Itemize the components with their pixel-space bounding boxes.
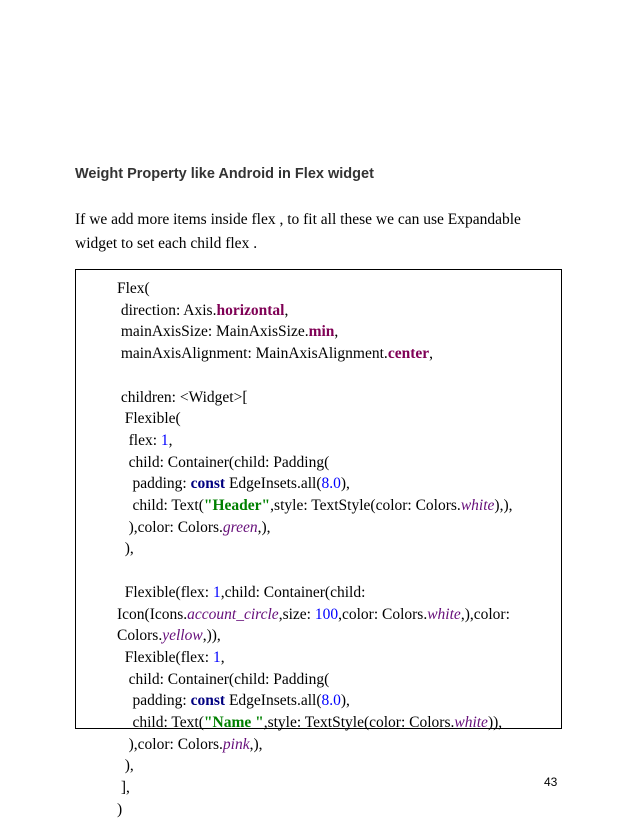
code-line: children: <Widget>[ <box>117 388 248 406</box>
code-line: Icon(Icons.account_circle,size: 100,color: Colors.white,),color: <box>117 605 510 623</box>
code-text <box>117 278 512 821</box>
code-line: Colors.yellow,)), <box>117 627 221 645</box>
code-line: ), <box>117 540 134 558</box>
code-line: child: Container(child: Padding( <box>117 453 330 471</box>
code-line: child: Container(child: Padding( <box>117 670 330 688</box>
page-number: 43 <box>544 775 558 789</box>
code-line: flex: 1, <box>117 431 173 449</box>
code-line: ),color: Colors.pink,), <box>117 735 263 753</box>
code-line: Flexible( <box>117 410 181 428</box>
code-line: direction: Axis.horizontal, <box>117 301 289 319</box>
code-line: padding: const EdgeInsets.all(8.0), <box>117 475 350 493</box>
body-paragraph: If we add more items inside flex , to fit all these we can use Expandable widget to set each child flex . <box>75 211 521 252</box>
section-heading: Weight Property like Android in Flex widget <box>75 166 374 182</box>
code-line: Flexible(flex: 1,child: Container(child: <box>117 583 366 601</box>
code-line: mainAxisSize: MainAxisSize.min, <box>117 323 339 341</box>
code-line: ) <box>117 800 123 818</box>
code-line: Flexible(flex: 1, <box>117 648 225 666</box>
code-line: child: Text("Name ",style: TextStyle(color: Colors.white)), <box>117 714 503 732</box>
code-line: padding: const EdgeInsets.all(8.0), <box>117 692 350 710</box>
code-line: mainAxisAlignment: MainAxisAlignment.center, <box>117 345 433 363</box>
code-line: ),color: Colors.green,), <box>117 518 271 536</box>
code-line: child: Text("Header",style: TextStyle(color: Colors.white),), <box>117 497 513 515</box>
code-line: ], <box>117 779 130 797</box>
code-line: Flex( <box>117 280 150 297</box>
code-line: ), <box>117 757 134 775</box>
